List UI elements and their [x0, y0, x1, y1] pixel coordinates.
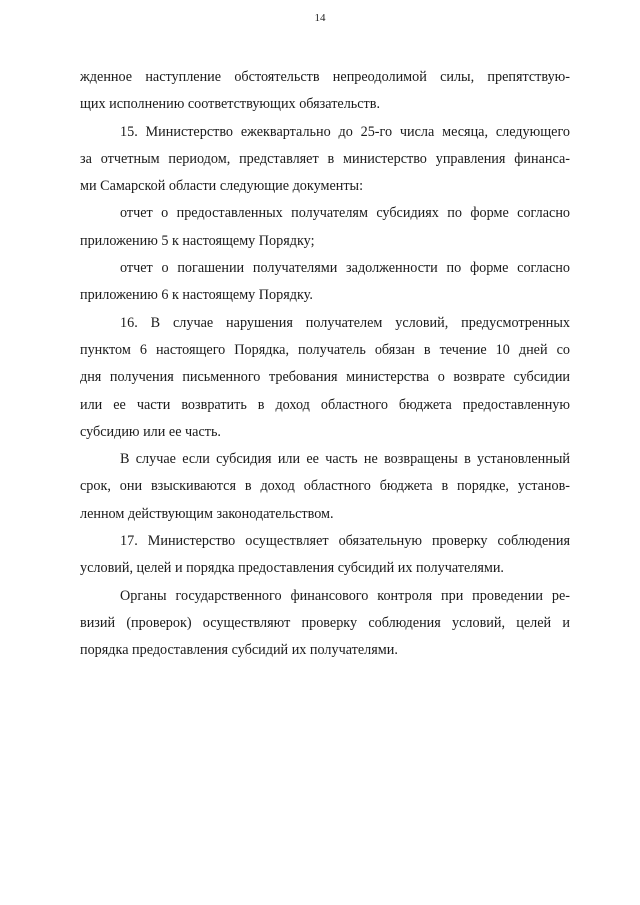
paragraph-continuation	[80, 64, 570, 119]
text-line: порядка предоставления субсидий их получателями.	[80, 642, 398, 659]
paragraph-report-subsidies	[80, 200, 570, 255]
paragraph-item-17	[80, 528, 570, 583]
paragraph-item-15	[80, 119, 570, 201]
text-line: срок, они взыскиваются в доход областного бюджета в порядке, установ-	[80, 478, 570, 495]
text-line: приложению 6 к настоящему Порядку.	[80, 287, 313, 304]
text-line: приложению 5 к настоящему Порядку;	[80, 232, 315, 249]
text-line: ленном действующим законодательством.	[80, 505, 334, 522]
text-line: отчет о погашении получателями задолженности по форме согласно	[120, 260, 570, 277]
text-line: Органы государственного финансового контроля при проведении ре-	[120, 587, 570, 604]
text-line: за отчетным периодом, представляет в министерство управления финанса-	[80, 150, 570, 167]
text-line: жденное наступление обстоятельств непреодолимой силы, препятствую-	[80, 69, 570, 85]
text-line: или ее части возвратить в доход областного бюджета предоставленную	[80, 396, 570, 413]
text-line: 17. Министерство осуществляет обязательную проверку соблюдения	[120, 533, 570, 550]
text-line: субсидию или ее часть.	[80, 423, 221, 440]
paragraph-subsidy-recovery	[80, 446, 570, 528]
text-line: отчет о предоставленных получателям субсидиях по форме согласно	[120, 205, 570, 222]
page-number: 14	[314, 12, 326, 24]
text-line: пунктом 6 настоящего Порядка, получатель обязан в течение 10 дней со	[80, 341, 570, 358]
text-line: ми Самарской области следующие документы:	[80, 178, 364, 195]
text-line: щих исполнению соответствующих обязательств.	[80, 96, 381, 113]
text-line: визий (проверок) осуществляют проверку соблюдения условий, целей и	[80, 614, 570, 631]
text-line: дня получения письменного требования министерства о возврате субсидии	[80, 369, 570, 386]
paragraph-financial-control	[80, 583, 570, 665]
document-body	[80, 64, 570, 665]
text-line: 16. В случае нарушения получателем условий, предусмотренных	[120, 314, 570, 331]
text-line: 15. Министерство ежеквартально до 25-го числа месяца, следующего	[120, 123, 570, 140]
paragraph-report-debt	[80, 255, 570, 310]
text-line: В случае если субсидия или ее часть не возвращены в установленный	[120, 451, 570, 468]
text-line: условий, целей и порядка предоставления субсидий их получателями.	[80, 560, 504, 577]
paragraph-item-16	[80, 310, 570, 446]
